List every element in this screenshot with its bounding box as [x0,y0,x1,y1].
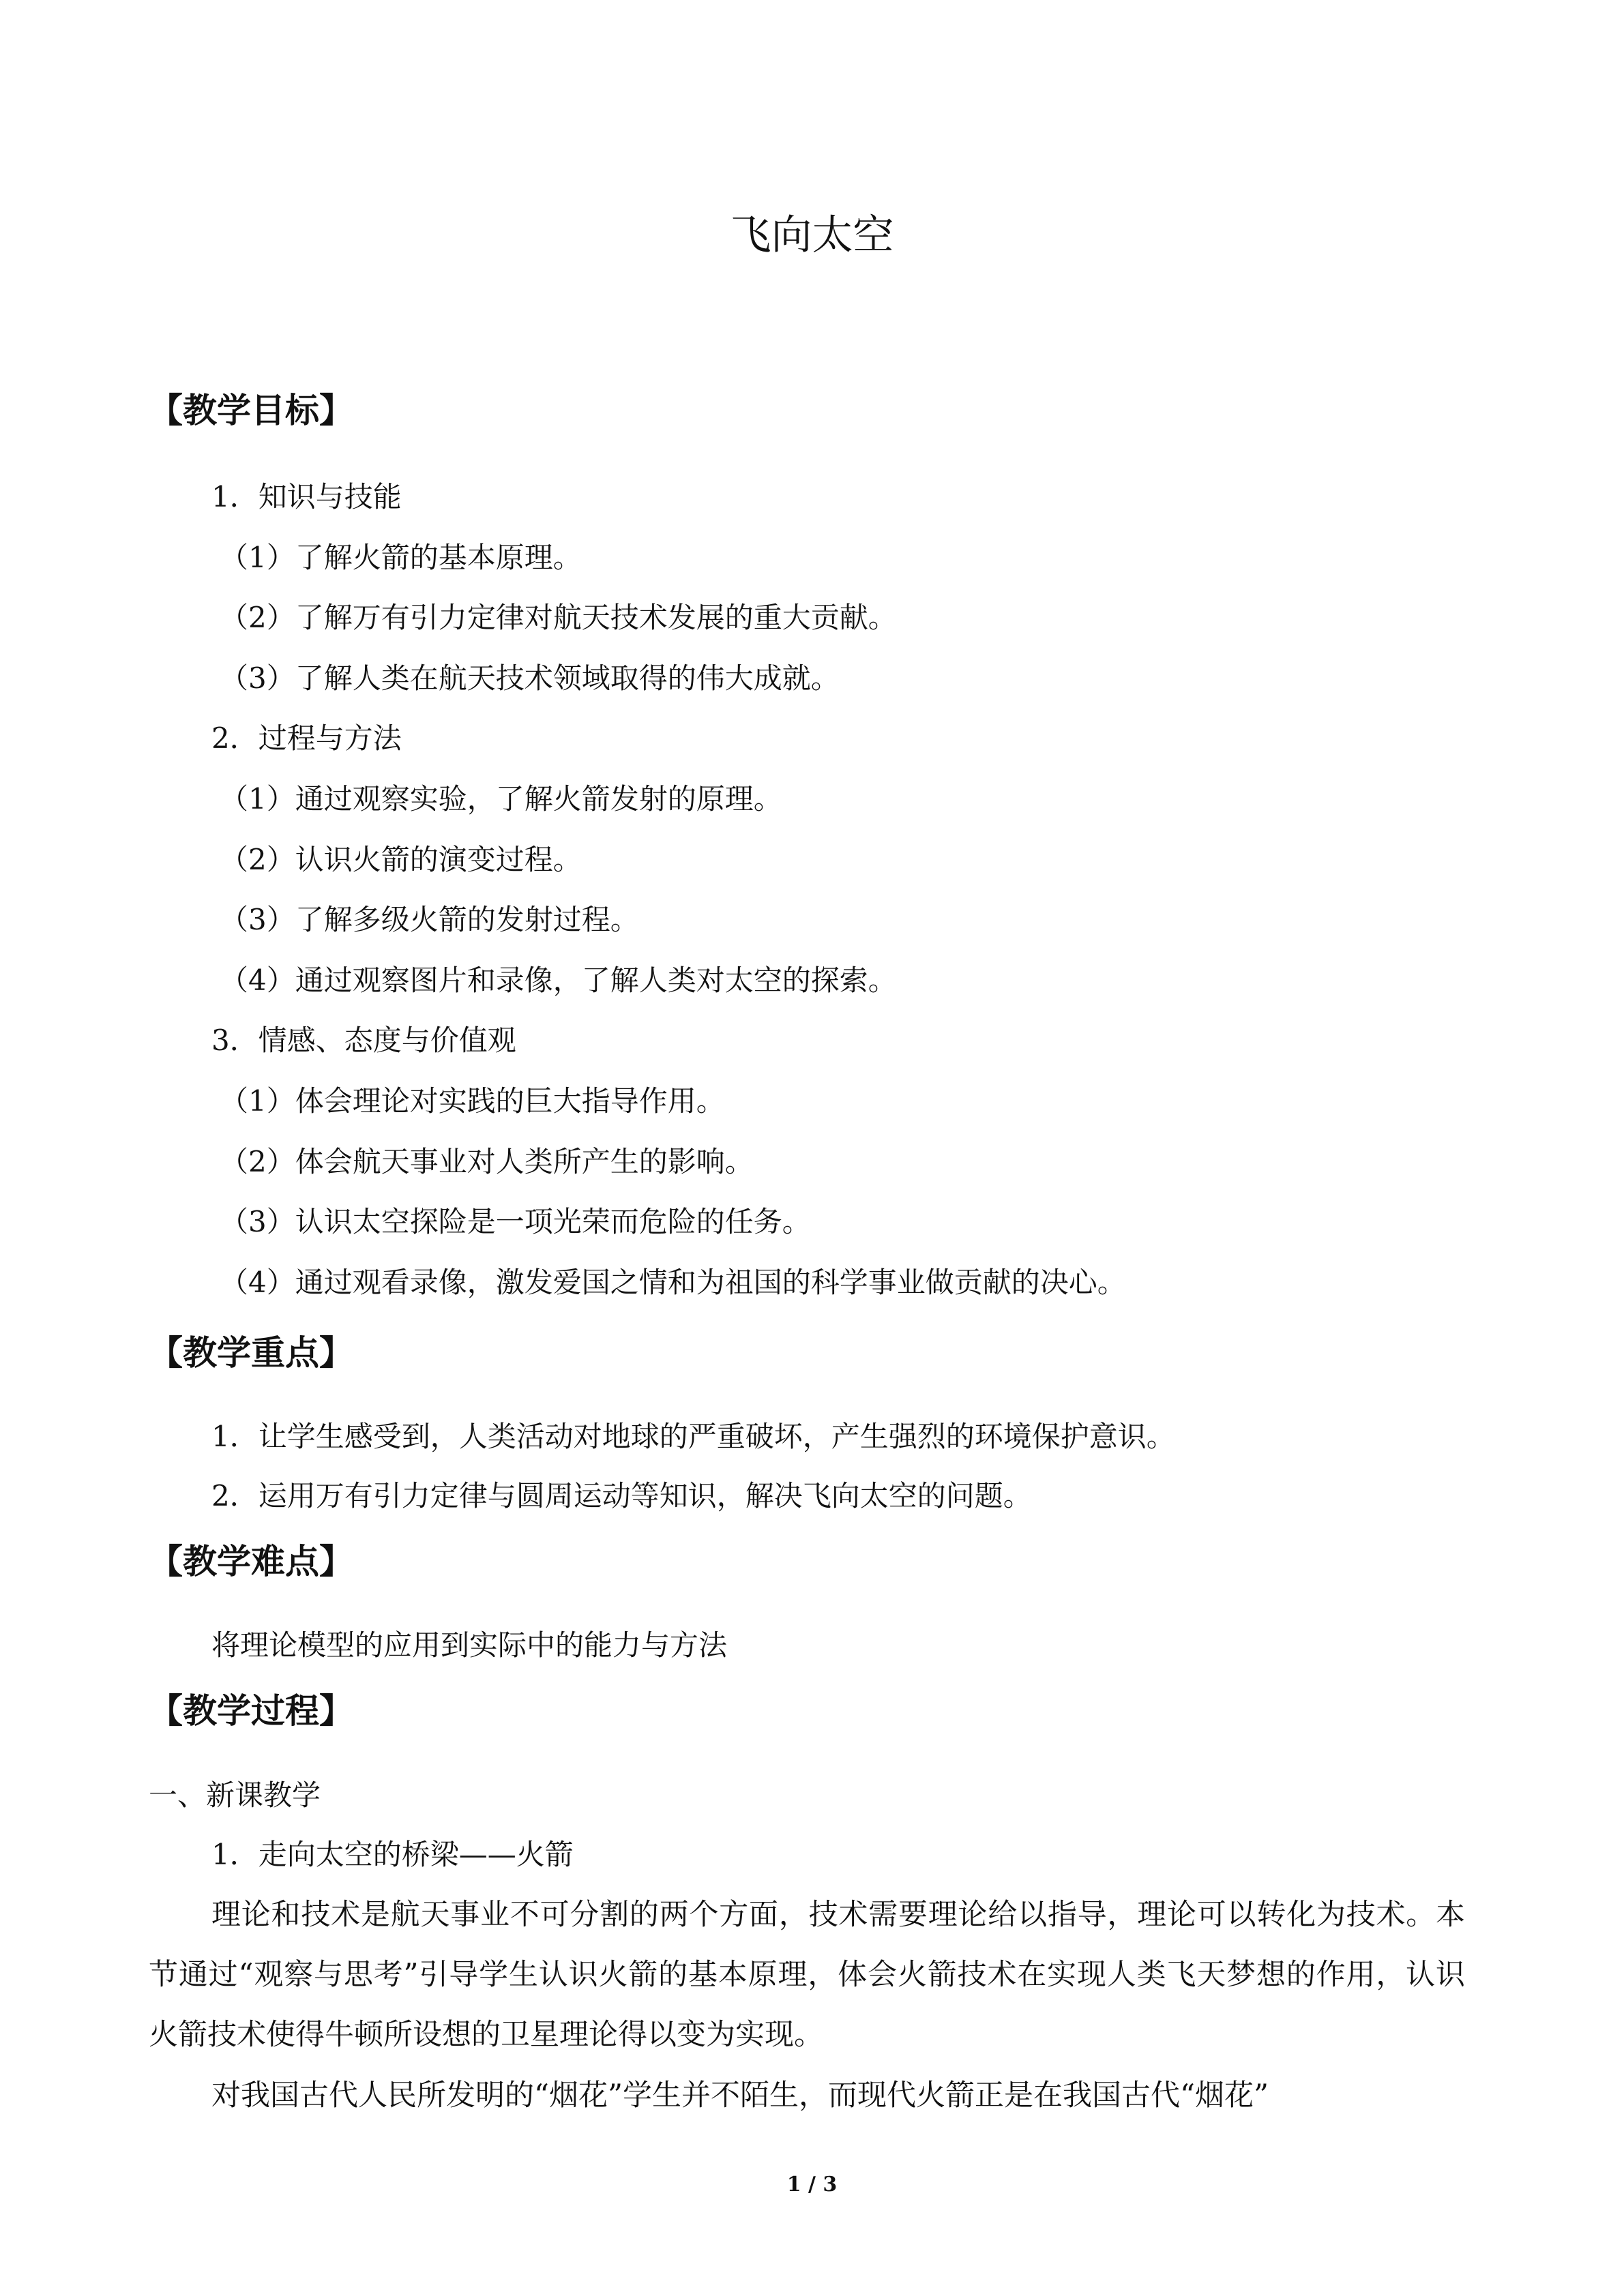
objective-item: 2．过程与方法 [211,721,402,755]
page-number: 1 / 3 [786,2173,838,2196]
objective-item: （2）体会航天事业对人类所产生的影响。 [220,1145,754,1178]
objective-item: 3．情感、态度与价值观 [211,1024,516,1057]
section-heading-objectives: 【教学目标】 [149,391,353,430]
difficulty-item: 将理论模型的应用到实际中的能力与方法 [211,1628,728,1662]
key-point-item: 1．让学生感受到，人类活动对地球的严重破坏，产生强烈的环境保护意识。 [211,1420,1175,1453]
objective-item: （3）了解多级火箭的发射过程。 [220,903,639,936]
objective-item: （2）了解万有引力定律对航天技术发展的重大贡献。 [220,601,897,634]
key-point-item: 2．运用万有引力定律与圆周运动等知识，解决飞向太空的问题。 [211,1479,1032,1512]
process-paragraph: 理论和技术是航天事业不可分割的两个方面，技术需要理论给以指导，理论可以转化为技术。本节通过“观察与思考”引导学生认识火箭的基本原理，体会火箭技术在实现人类飞天梦想的作用，认识火箭技术使得牛顿所设想的卫星理论得以变为实现。 [149,1898,1465,2052]
process-paragraph: 对我国古代人民所发明的“烟花”学生并不陌生，而现代火箭正是在我国古代“烟花” [211,2078,1269,2113]
objective-item: （1）了解火箭的基本原理。 [220,541,582,574]
section-heading-process: 【教学过程】 [149,1691,353,1731]
process-part-label: 一、新课教学 [149,1778,321,1812]
objective-item: （2）认识火箭的演变过程。 [220,843,582,876]
section-heading-difficulties: 【教学难点】 [149,1542,353,1581]
document-title: 飞向太空 [730,211,894,259]
objective-item: （1）体会理论对实践的巨大指导作用。 [220,1084,725,1118]
objective-item: 1．知识与技能 [211,480,402,513]
objective-item: （4）通过观看录像，激发爱国之情和为祖国的科学事业做贡献的决心。 [220,1266,1126,1299]
objective-item: （3）了解人类在航天技术领域取得的伟大成就。 [220,661,840,695]
section-heading-key-points: 【教学重点】 [149,1333,353,1373]
objective-item: （4）通过观察图片和录像，了解人类对太空的探索。 [220,964,897,997]
objective-item: （3）认识太空探险是一项光荣而危险的任务。 [220,1205,811,1238]
process-subheading: 1．走向太空的桥梁——火箭 [211,1838,574,1871]
objective-item: （1）通过观察实验，了解火箭发射的原理。 [220,782,782,816]
